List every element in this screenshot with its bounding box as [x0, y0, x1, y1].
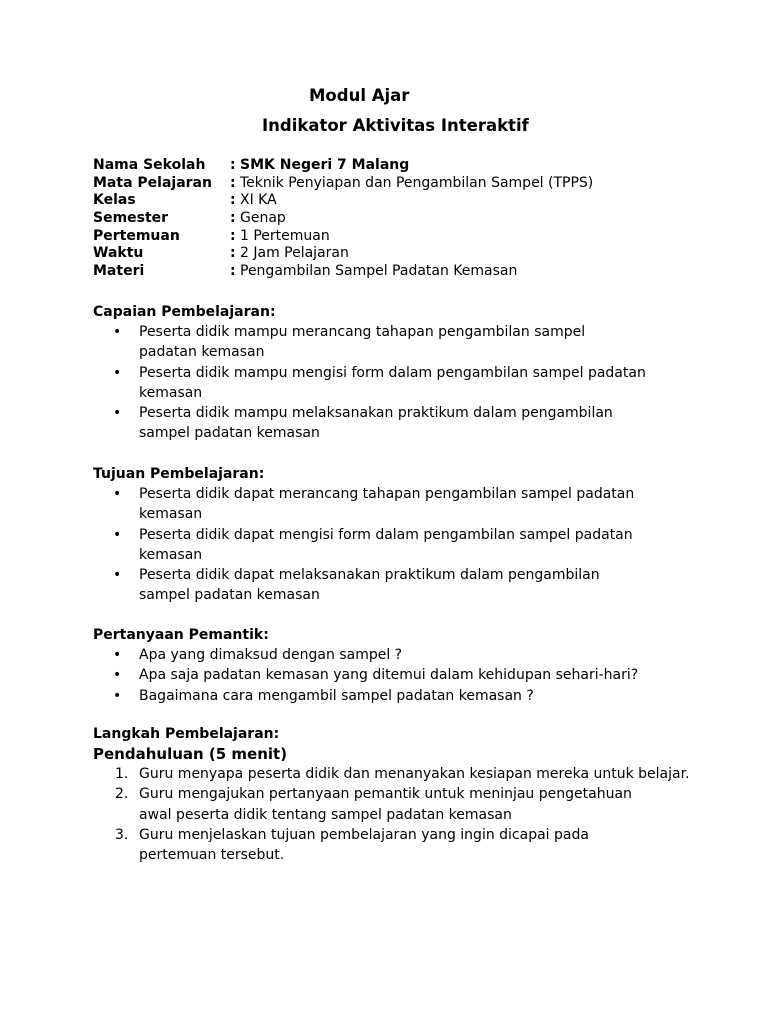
info-label: Waktu — [93, 245, 144, 262]
section-capaian — [93, 302, 646, 444]
list-item — [93, 645, 638, 665]
info-row-class — [93, 192, 593, 210]
list-item-text: sampel padatan kemasan — [139, 425, 320, 442]
identity-table — [93, 157, 593, 281]
list-item-text: Peserta didik mampu merancang tahapan pengambilan sampel — [139, 324, 586, 340]
list-item — [93, 825, 690, 866]
list-item-text: Peserta didik mampu melaksanakan praktikum dalam pengambilan — [139, 405, 613, 422]
list-item-text: Peserta didik dapat mengisi form dalam pengambilan sampel padatan — [139, 526, 633, 543]
list-item — [93, 525, 634, 566]
list-item-text: kemasan — [139, 384, 203, 401]
list-item-text: Guru mengajukan pertanyaan pemantik untuk meninjau pengetahuan — [139, 786, 632, 803]
numbered-list — [93, 764, 690, 865]
list-item — [93, 363, 646, 404]
info-label: Kelas — [93, 192, 136, 209]
document-title: Modul Ajar — [309, 86, 410, 105]
step-number: 2. — [115, 786, 129, 803]
section-heading: Pertanyaan Pemantik: — [93, 627, 269, 643]
bullet-marker: • — [113, 364, 122, 381]
info-row-subject — [93, 175, 593, 193]
info-label: Pertemuan — [93, 227, 180, 244]
info-value: SMK Negeri 7 Malang — [240, 157, 410, 173]
section-heading: Tujuan Pembelajaran: — [93, 466, 265, 482]
info-colon: : — [230, 157, 236, 173]
info-value: Teknik Penyiapan dan Pengambilan Sampel (TPPS) — [240, 174, 594, 191]
bullet-marker: • — [113, 687, 122, 704]
bullet-marker: • — [113, 667, 122, 684]
section-tujuan — [93, 464, 634, 606]
list-item-text: Peserta didik dapat melaksanakan praktikum dalam pengambilan — [139, 567, 600, 584]
step-number: 1. — [115, 766, 129, 782]
list-item-text: Apa saja padatan kemasan yang ditemui dalam kehidupan sehari-hari? — [139, 667, 639, 684]
section-pemantik — [93, 625, 638, 706]
info-value: Genap — [240, 210, 286, 227]
list-item — [93, 784, 690, 825]
list-item — [93, 403, 646, 444]
list-item — [93, 686, 638, 706]
document-subtitle: Indikator Aktivitas Interaktif — [262, 116, 529, 135]
list-item — [93, 322, 646, 363]
info-label: Nama Sekolah — [93, 157, 206, 173]
info-value: XI KA — [240, 192, 277, 209]
list-item-text: kemasan — [139, 546, 203, 563]
bullet-marker: • — [113, 486, 122, 502]
info-colon: : — [230, 174, 236, 191]
bullet-list — [93, 322, 646, 444]
info-colon: : — [230, 192, 236, 209]
info-row-meeting — [93, 228, 593, 246]
info-colon: : — [230, 263, 236, 280]
info-value: 2 Jam Pelajaran — [240, 245, 349, 262]
section-langkah — [93, 724, 690, 865]
bullet-list — [93, 645, 638, 706]
info-row-material — [93, 263, 593, 281]
list-item — [93, 565, 634, 606]
bullet-marker: • — [113, 567, 122, 584]
list-item-text: sampel padatan kemasan — [139, 587, 320, 604]
subsection-heading: Pendahuluan (5 menit) — [93, 745, 288, 763]
info-value: Pengambilan Sampel Padatan Kemasan — [240, 263, 518, 280]
section-heading: Capaian Pembelajaran: — [93, 304, 276, 320]
bullet-marker: • — [113, 526, 122, 543]
list-item — [93, 484, 634, 525]
list-item-text: Bagaimana cara mengambil sampel padatan kemasan ? — [139, 687, 534, 704]
list-item-text: Peserta didik dapat merancang tahapan pengambilan sampel padatan — [139, 486, 635, 502]
list-item-text: Guru menjelaskan tujuan pembelajaran yang ingin dicapai pada — [139, 826, 589, 843]
info-row-time — [93, 245, 593, 263]
info-value: 1 Pertemuan — [240, 227, 330, 244]
bullet-marker: • — [113, 324, 122, 340]
section-heading: Langkah Pembelajaran: — [93, 726, 280, 742]
list-item-text: padatan kemasan — [139, 344, 265, 361]
list-item — [93, 665, 638, 685]
info-label: Mata Pelajaran — [93, 174, 212, 191]
list-item-text: kemasan — [139, 506, 203, 523]
list-item-text: pertemuan tersebut. — [139, 847, 285, 864]
list-item-text: awal peserta didik tentang sampel padatan kemasan — [139, 806, 512, 823]
bullet-list — [93, 484, 634, 606]
info-colon: : — [230, 245, 236, 262]
step-number: 3. — [115, 826, 129, 843]
info-colon: : — [230, 210, 236, 227]
info-label: Semester — [93, 210, 169, 227]
list-item — [93, 764, 690, 784]
info-colon: : — [230, 227, 236, 244]
bullet-marker: • — [113, 405, 122, 422]
list-item-text: Peserta didik mampu mengisi form dalam pengambilan sampel padatan — [139, 364, 646, 381]
info-row-school — [93, 157, 593, 175]
list-item-text: Guru menyapa peserta didik dan menanyakan kesiapan mereka untuk belajar. — [139, 766, 690, 782]
bullet-marker: • — [113, 647, 122, 663]
info-row-semester — [93, 210, 593, 228]
info-label: Materi — [93, 263, 145, 280]
list-item-text: Apa yang dimaksud dengan sampel ? — [139, 647, 403, 663]
